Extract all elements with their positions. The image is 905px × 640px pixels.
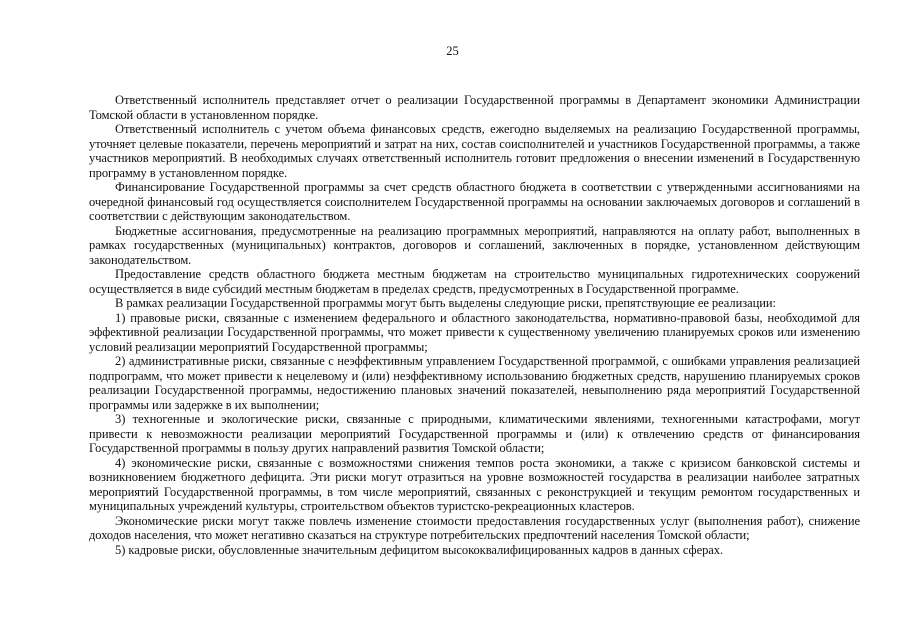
paragraph-subsidies: Предоставление средств областного бюджета местным бюджетам на строительство муниципальных гидротехнических сооружений осуществляется в виде субсидий местным бюджетам в пределах средств, предусмотренных в Государственной программе. [89, 267, 860, 296]
list-item-administrative-risks: 2) административные риски, связанные с неэффективным управлением Государственной программой, с ошибками управления реализацией подпрограмм, что может привести к нецелевому и (или) неэффективному использованию бюджетных средств, нарушению планируемых сроков реализации Государственной программы, недостижению плановых значений показателей, невыполнению ряда мероприятий Государственной программы или задержке в их выполнении; [89, 354, 860, 412]
paragraph-financing: Финансирование Государственной программы за счет средств областного бюджета в соответствии с утвержденными ассигнованиями на очередной финансовый год осуществляется соисполнителем Государственной программы на основании заключаемых договоров и соглашений в соответствии с действующим законодательством. [89, 180, 860, 223]
paragraph-economic-risks-continued: Экономические риски могут также повлечь изменение стоимости предоставления государственных услуг (выполнения работ), снижение доходов населения, что может негативно сказаться на структуре потребительских предпочтений населения Томской области; [89, 513, 860, 542]
page-number: 25 [446, 44, 459, 58]
list-item-legal-risks: 1) правовые риски, связанные с изменением федерального и областного законодательства, нормативно-правовой базы, необходимой для эффективной реализации Государственной программы, что может привести к существенному увеличению планируемых сроков или изменению условий реализации мероприятий Государственной программы; [89, 310, 860, 354]
paragraph-indicator-update: Ответственный исполнитель с учетом объема финансовых средств, ежегодно выделяемых на реализацию Государственной программы, уточняет целевые показатели, перечень мероприятий и затрат на них, состав соисполнителей и участников Государственной программы, а также участников мероприятий. В необходимых случаях ответственный исполнитель готовит предложения о внесении изменений в Государственную программу в установленном порядке. [89, 122, 860, 180]
list-item-personnel-risks: 5) кадровые риски, обусловленные значительным дефицитом высококвалифицированных кадров в данных сферах. [115, 542, 724, 557]
list-item-technogenic-risks: 3) техногенные и экологические риски, связанные с природными, климатическими явлениями, техногенными катастрофами, могут привести к невозможности реализации мероприятий Государственной программы и (или) к отвлечению средств от финансирования Государственной программы в пользу других направлений развития Томской области; [89, 412, 860, 455]
paragraph-risks-intro: В рамках реализации Государственной программы могут быть выделены следующие риски, препятствующие ее реализации: [115, 296, 776, 310]
document-body [89, 93, 860, 557]
paragraph-budget-allocations: Бюджетные ассигнования, предусмотренные на реализацию программных мероприятий, направляются на оплату работ, выполненных в рамках государственных (муниципальных) контрактов, договоров и соглашений, заключенных в порядке, установленном действующим законодательством. [89, 223, 860, 267]
list-item-economic-risks: 4) экономические риски, связанные с возможностями снижения темпов роста экономики, а также с кризисом банковской системы и возникновением бюджетного дефицита. Эти риски могут отразиться на уровне возможностей государства в реализации наиболее затратных мероприятий Государственной программы, в том числе мероприятий, связанных с реконструкцией и текущим ремонтом государственных и муниципальных учреждений культуры, строительством объектов туристско-рекреационных кластеров. [89, 455, 860, 513]
paragraph-report-submission: Ответственный исполнитель представляет отчет о реализации Государственной программы в Департамент экономики Администрации Томской области в установленном порядке. [89, 93, 860, 122]
